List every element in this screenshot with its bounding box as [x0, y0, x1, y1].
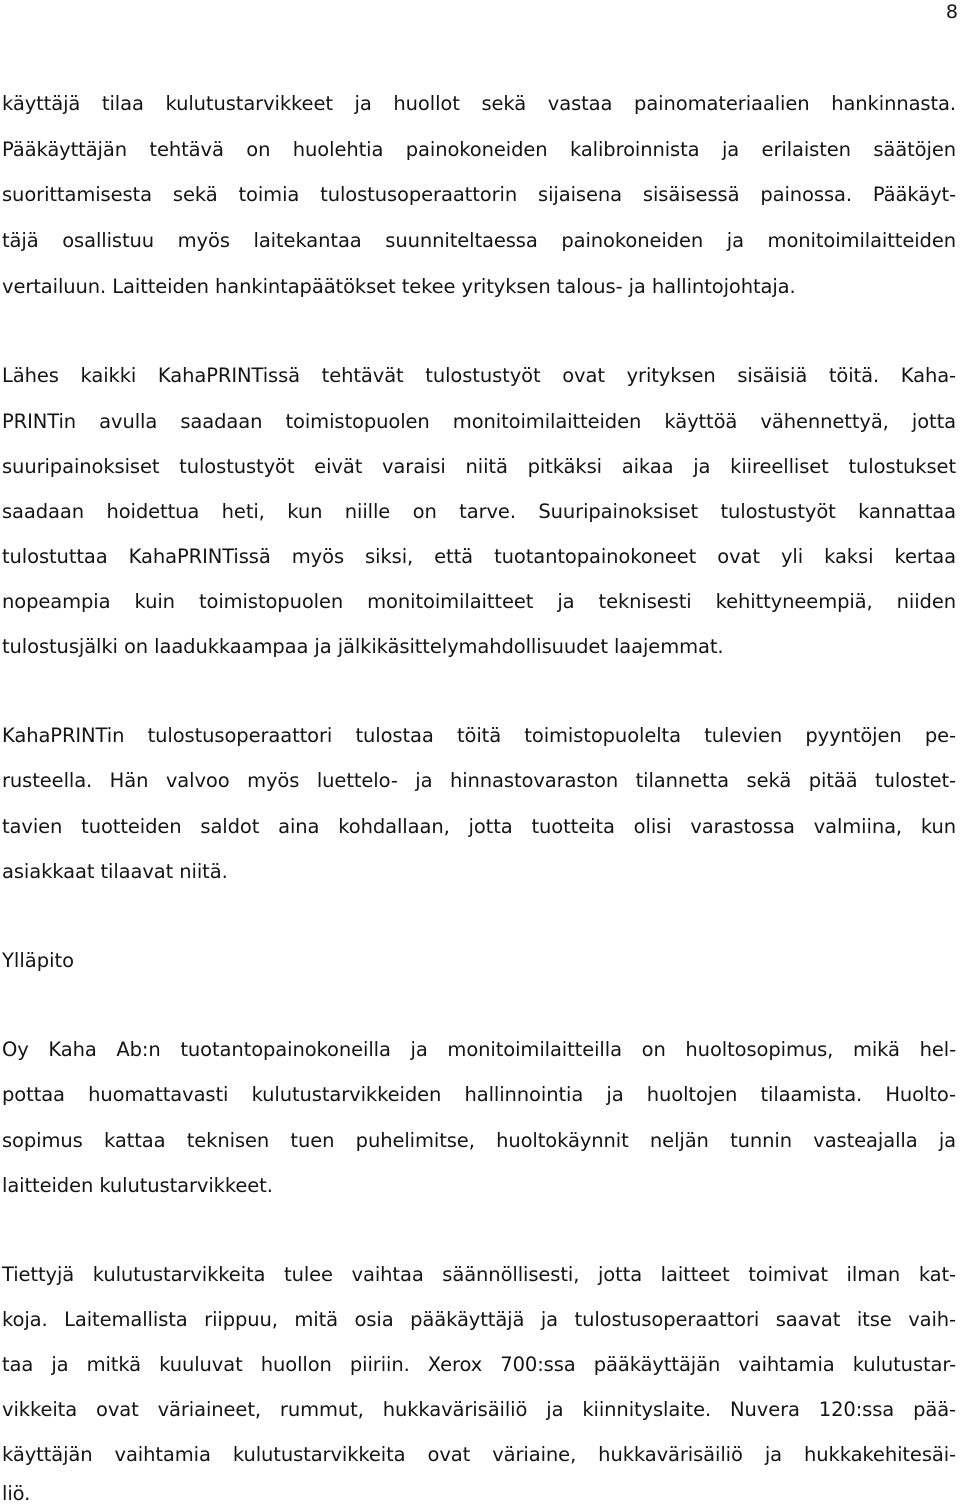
text-line: vikkeita ovat väriaineet, rummut, hukkavärisäiliö ja kiinnityslaite. Nuvera 120:ssa pää-: [2, 1398, 956, 1421]
text-line: käyttäjä tilaa kulutustarvikkeet ja huollot sekä vastaa painomateriaalien hankinnasta.: [2, 92, 956, 115]
text-line: pottaa huomattavasti kulutustarvikkeiden hallinnointia ja huoltojen tilaamista. Huolto-: [2, 1083, 956, 1106]
text-line: PRINTin avulla saadaan toimistopuolen monitoimilaitteiden käyttöä vähennettyä, jotta: [2, 410, 956, 433]
text-line: Pääkäyttäjän tehtävä on huolehtia painokoneiden kalibroinnista ja erilaisten säätöjen: [2, 138, 956, 161]
text-line: sopimus kattaa teknisen tuen puhelimitse, huoltokäynnit neljän tunnin vasteajalla ja: [2, 1129, 956, 1152]
text-line: tavien tuotteiden saldot aina kohdallaan, jotta tuotteita olisi varastossa valmiina, kun: [2, 815, 956, 838]
text-line: tulostusjälki on laadukkaampaa ja jälkikäsittelymahdollisuudet laajemmat.: [2, 635, 724, 658]
text-line: liö.: [2, 1482, 31, 1505]
text-line: Tiettyjä kulutustarvikkeita tulee vaihtaa säännöllisesti, jotta laitteet toimivat ilman kat-: [2, 1263, 956, 1286]
text-line: tulostuttaa KahaPRINTissä myös siksi, että tuotantopainokoneet ovat yli kaksi kertaa: [2, 545, 956, 568]
text-line: suuripainoksiset tulostustyöt eivät varaisi niitä pitkäksi aikaa ja kiireelliset tulostukset: [2, 455, 956, 478]
page-number: 8: [945, 1, 958, 23]
text-line: laitteiden kulutustarvikkeet.: [2, 1174, 273, 1197]
text-line: Oy Kaha Ab:n tuotantopainokoneilla ja monitoimilaitteilla on huoltosopimus, mikä hel-: [2, 1038, 956, 1061]
section-heading: Ylläpito: [2, 949, 75, 972]
text-line: nopeampia kuin toimistopuolen monitoimilaitteet ja teknisesti kehittyneempiä, niiden: [2, 590, 956, 613]
text-line: käyttäjän vaihtamia kulutustarvikkeita ovat väriaine, hukkavärisäiliö ja hukkakehitesäi-: [2, 1443, 956, 1466]
text-line: Lähes kaikki KahaPRINTissä tehtävät tulostustyöt ovat yrityksen sisäisiä töitä. Kaha-: [2, 364, 956, 387]
text-line: asiakkaat tilaavat niitä.: [2, 860, 228, 883]
text-line: täjä osallistuu myös laitekantaa suunniteltaessa painokoneiden ja monitoimilaitteiden: [2, 229, 956, 252]
text-line: koja. Laitemallista riippuu, mitä osia pääkäyttäjä ja tulostusoperaattori saavat itse vaih-: [2, 1308, 956, 1331]
text-line: saadaan hoidettua heti, kun niille on tarve. Suuripainoksiset tulostustyöt kannattaa: [2, 500, 956, 523]
text-line: rusteella. Hän valvoo myös luettelo- ja hinnastovaraston tilannetta sekä pitää tulostet-: [2, 769, 956, 792]
text-line: suorittamisesta sekä toimia tulostusoperaattorin sijaisena sisäisessä painossa. Pääkäyt-: [2, 183, 956, 206]
text-line: vertailuun. Laitteiden hankintapäätökset tekee yrityksen talous- ja hallintojohtaja.: [2, 275, 796, 298]
text-line: KahaPRINTin tulostusoperaattori tulostaa töitä toimistopuolelta tulevien pyyntöjen pe-: [2, 724, 956, 747]
text-line: taa ja mitkä kuuluvat huollon piiriin. Xerox 700:ssa pääkäyttäjän vaihtamia kulutustar-: [2, 1353, 956, 1376]
